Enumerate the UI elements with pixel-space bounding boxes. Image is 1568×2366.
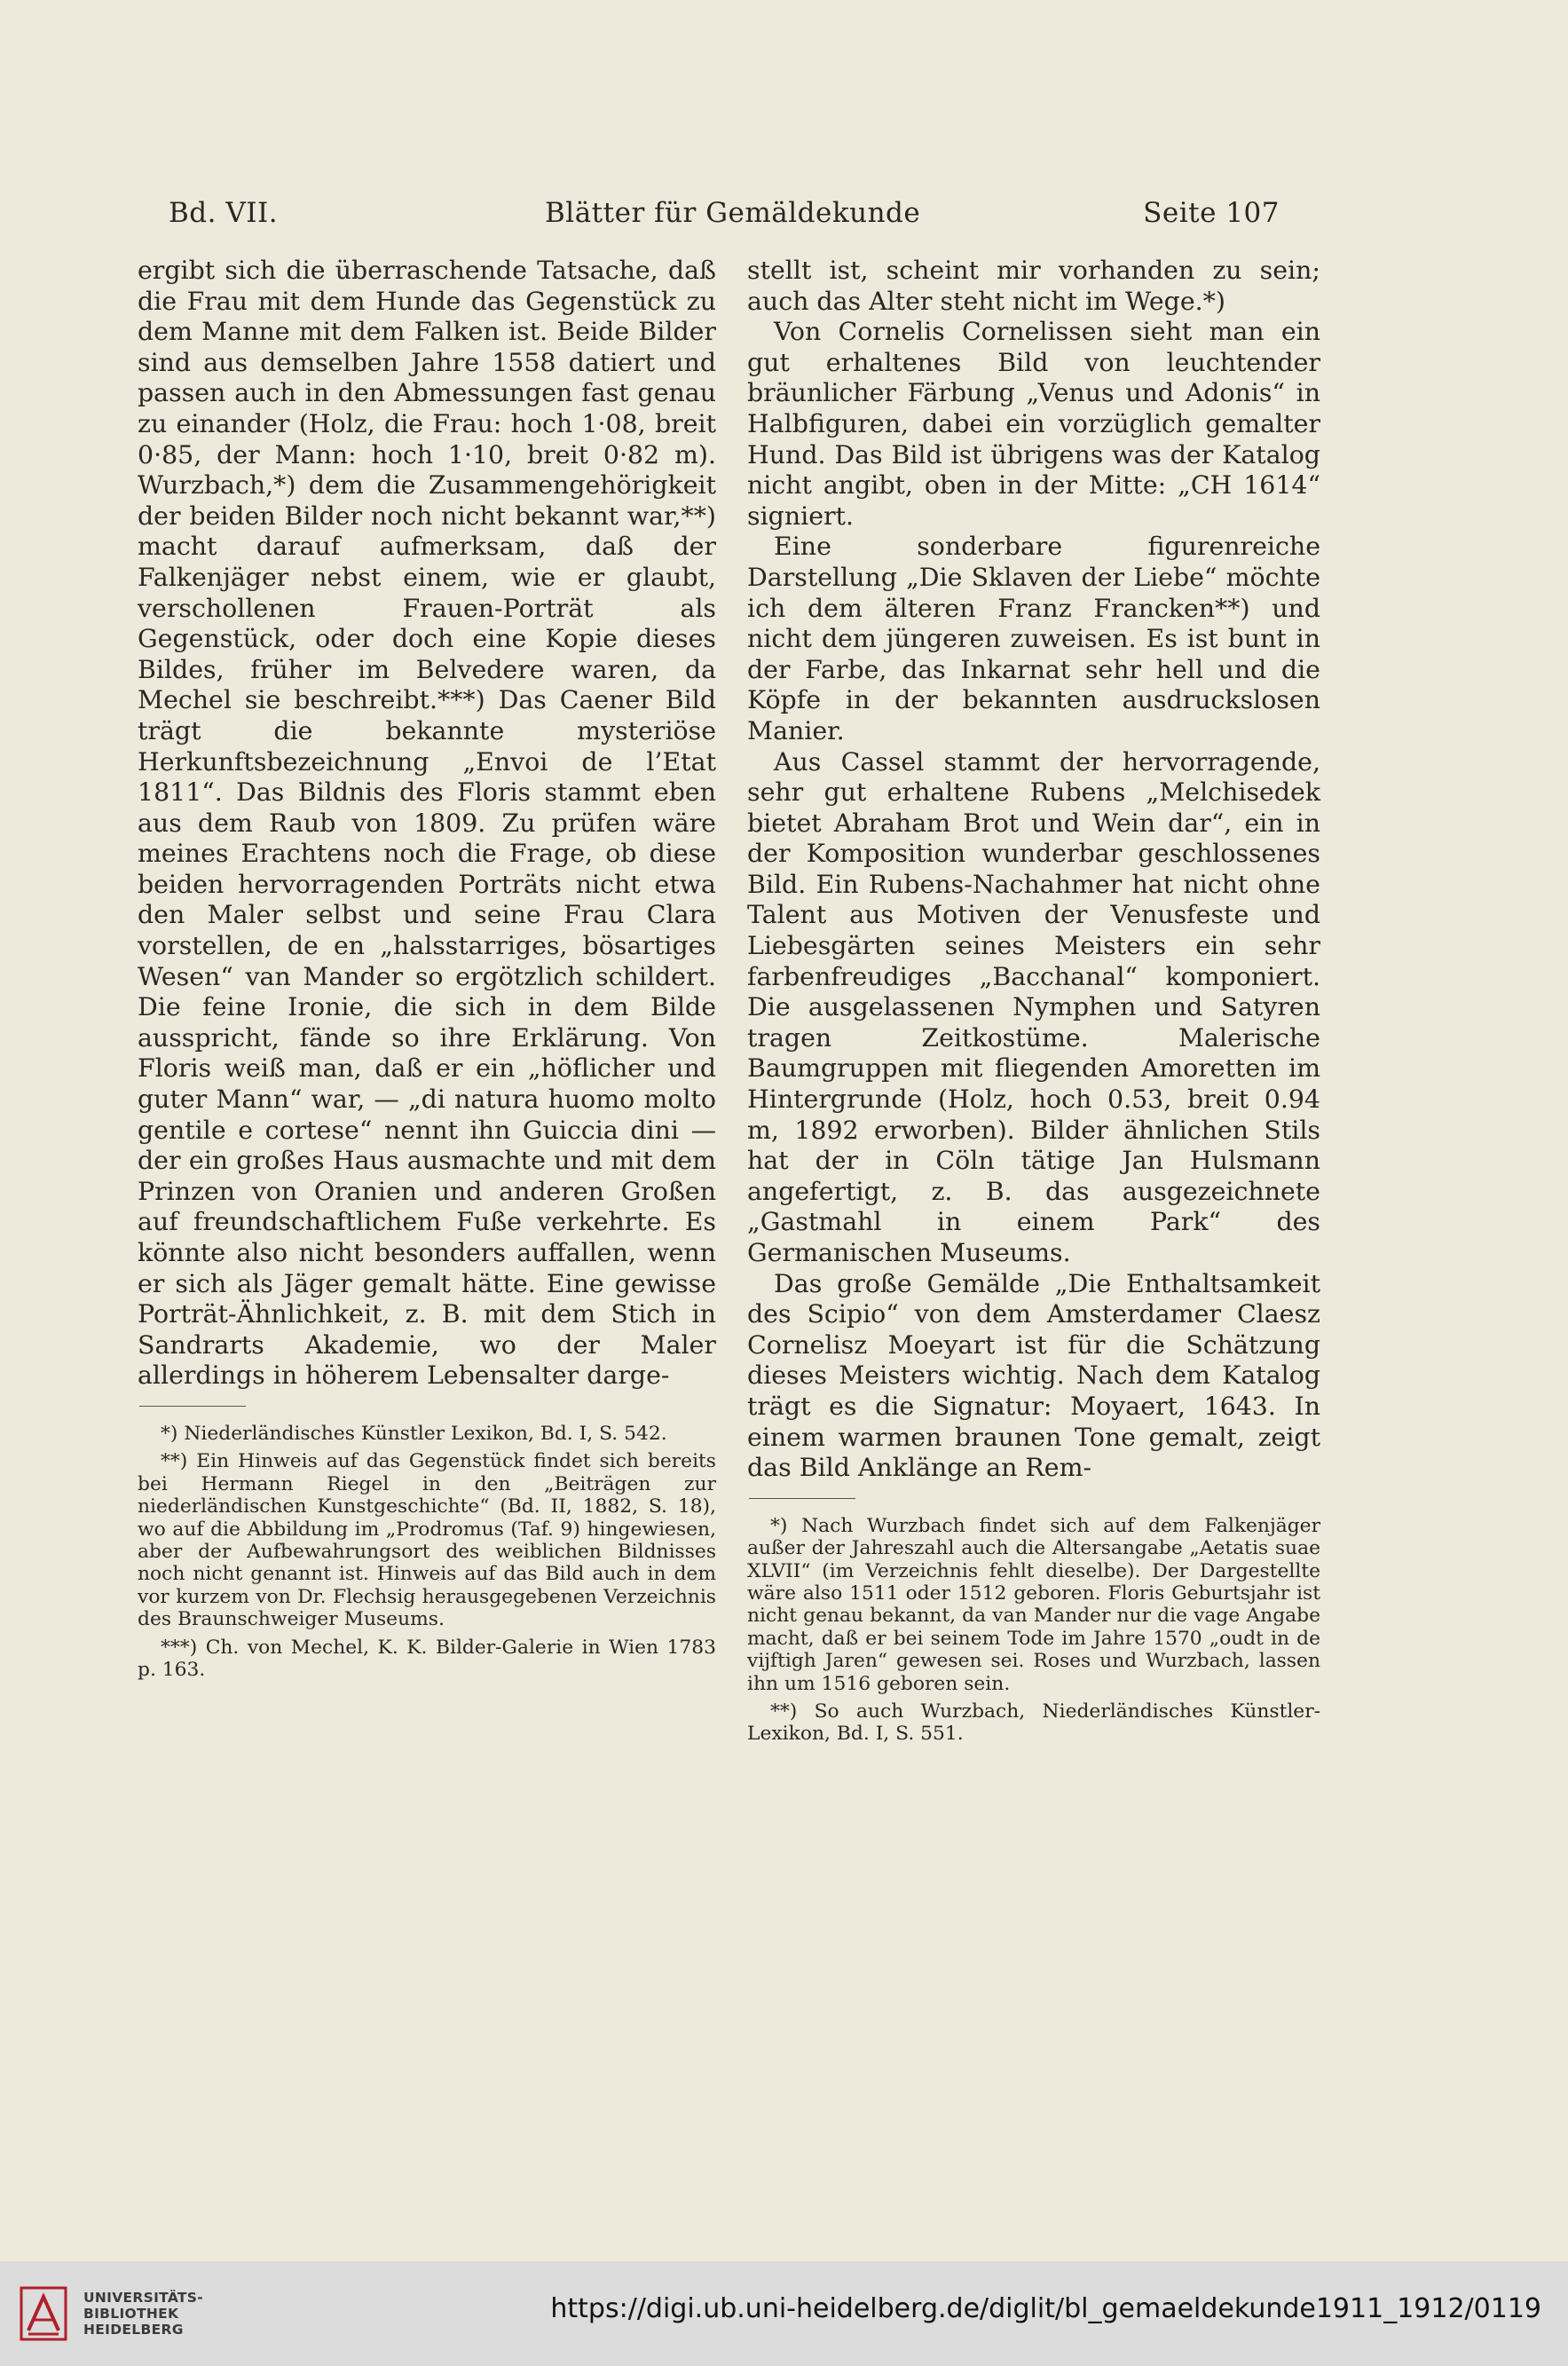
footnote-2: **) Ein Hinweis auf das Gegenstück findet sich bereits bei Hermann Riegel in den „Beiträgen zur niederländischen Kunstgeschichte“ (Bd. II, 1882, S. 18), wo auf die Abbildung im „Prodromus (Taf. 9) hingewiesen, aber der Aufbewahrungsort des weiblichen Bildnisses noch nicht genannt ist. Hinweis auf das Bild auch in dem vor kurzem von Dr. Flechsig herausgegebenen Verzeichnis des Braunschweiger Museums. (138, 1450, 716, 1631)
digitization-footer (0, 2261, 1568, 2366)
page-header (169, 197, 1280, 233)
footnote-divider (749, 1498, 855, 1499)
library-name-line-2: BIBLIOTHEK (83, 2306, 179, 2322)
footnote-1: *) Nach Wurzbach findet sich auf dem Falkenjäger außer der Jahreszahl auch die Altersangabe „Aetatis suae XLVII“ (im Verzeichnis fehlt dieselbe). Der Dargestellte wäre also 1511 oder 1512 geboren. Floris Geburtsjahr ist nicht genau bekannt, da van Mander nur die vage Angabe macht, daß er bei seinem Tode im Jahre 1570 „oudt in de vijftigh Jaren“ gewesen sei. Roses und Wurzbach, lassen ihn um 1516 geboren sein. (747, 1514, 1320, 1695)
volume-label: Bd. VII. (169, 197, 279, 229)
library-name-line-3: HEIDELBERG (83, 2322, 184, 2338)
right-paragraph-5: Das große Gemälde „Die Enthaltsamkeit des Scipio“ von dem Amsterdamer Claesz Cornelisz Moeyart ist für die Schätzung dieses Meisters wichtig. Nach dem Katalog trägt es die Signatur: Moyaert, 1643. In einem warmen braunen Tone gemalt, zeigt das Bild Anklänge an Rem- (747, 1268, 1320, 1483)
right-paragraph-2: Von Cornelis Cornelissen sieht man ein gut erhaltenes Bild von leuchtender bräunlicher Färbung „Venus und Adonis“ in Halbfiguren, dabei ein vorzüglich gemalter Hund. Das Bild ist übrigens was der Katalog nicht angibt, oben in der Mitte: „CH 1614“ signiert. (747, 317, 1320, 531)
footnote-divider (139, 1406, 246, 1407)
journal-title: Blätter für Gemäldekunde (545, 197, 921, 229)
left-footnotes (138, 1423, 716, 1681)
right-paragraph-1: stellt ist, scheint mir vorhanden zu sein; auch das Alter steht nicht im Wege.*) (747, 256, 1320, 316)
library-name (83, 2290, 203, 2338)
left-column (138, 256, 716, 1681)
permalink-url[interactable]: https://digi.ub.uni-heidelberg.de/diglit/bl_gemaeldekunde1911_1912/0119 (550, 2293, 1541, 2324)
page-number: Seite 107 (1143, 197, 1280, 229)
right-paragraph-3: Eine sonderbare figurenreiche Darstellung „Die Sklaven der Liebe“ möchte ich dem älteren Franz Francken**) und nicht dem jüngeren zuweisen. Es ist bunt in der Farbe, das Inkarnat sehr hell und die Köpfe in der bekannten ausdruckslosen Manier. (747, 532, 1320, 745)
footnote-1: *) Niederländisches Künstler Lexikon, Bd. I, S. 542. (161, 1422, 667, 1445)
footnote-2: **) So auch Wurzbach, Niederländisches Künstler-Lexikon, Bd. I, S. 551. (747, 1700, 1320, 1746)
left-paragraph-1: ergibt sich die überraschende Tatsache, daß die Frau mit dem Hunde das Gegenstück zu dem Manne mit dem Falken ist. Beide Bilder sind aus demselben Jahre 1558 datiert und passen auch in den Abmessungen fast genau zu einander (Holz, die Frau: hoch 1·08, breit 0·85, der Mann: hoch 1·10, breit 0·82 m). Wurzbach,*) dem die Zusammengehörigkeit der beiden Bilder noch nicht bekannt war,**) macht darauf aufmerksam, daß der Falkenjäger nebst einem, wie er glaubt, verschollenen Frauen-Porträt als Gegenstück, oder doch eine Kopie dieses Bildes, früher im Belvedere waren, da Mechel sie beschreibt.***) Das Caener Bild trägt die bekannte mysteriöse Herkunftsbezeichnung „Envoi de l’Etat 1811“. Das Bildnis des Floris stammt eben aus dem Raub von 1809. Zu prüfen wäre meines Erachtens noch die Frage, ob diese beiden hervorragenden Porträts nicht etwa den Maler selbst und seine Frau Clara vorstellen, de en „halsstarriges, bösartiges Wesen“ van Mander so ergötzlich schildert. Die feine Ironie, die sich in dem Bilde ausspricht, fände so ihre Erklärung. Von Floris weiß man, daß er ein „höflicher und guter Mann“ war, — „di natura huomo molto gentile e cortese“ nennt ihn Guiccia dini — der ein großes Haus ausmachte und mit dem Prinzen von Oranien und anderen Großen auf freundschaftlichem Fuße verkehrte. Es könnte also nicht besonders auffallen, wenn er sich als Jäger gemalt hätte. Eine gewisse Porträt-Ähnlichkeit, z. B. mit dem Stich in Sandrarts Akademie, wo der Maler allerdings in höherem Lebensalter darge- (138, 256, 716, 1391)
library-logo-icon (20, 2286, 67, 2341)
right-paragraph-4: Aus Cassel stammt der hervorragende, sehr gut erhaltene Rubens „Melchisedek bietet Abraham Brot und Wein dar“, ein in der Komposition wunderbar geschlossenes Bild. Ein Rubens-Nachahmer hat nicht ohne Talent aus Motiven der Venusfeste und Liebesgärten seines Meisters ein sehr farbenfreudiges „Bacchanal“ komponiert. Die ausgelassenen Nymphen und Satyren tragen Zeitkostüme. Malerische Baumgruppen mit fliegenden Amoretten im Hintergrunde (Holz, hoch 0.53, breit 0.94 m, 1892 erworben). Bilder ähnlichen Stils hat der in Cöln tätige Jan Hulsmann angefertigt, z. B. das ausgezeichnete „Gastmahl in einem Park“ des Germanischen Museums. (747, 746, 1320, 1267)
right-footnotes (747, 1515, 1320, 1746)
library-name-line-1: UNIVERSITÄTS- (83, 2290, 204, 2306)
right-column (747, 256, 1320, 1746)
footnote-3: ***) Ch. von Mechel, K. K. Bilder-Galerie in Wien 1783 p. 163. (138, 1636, 716, 1682)
